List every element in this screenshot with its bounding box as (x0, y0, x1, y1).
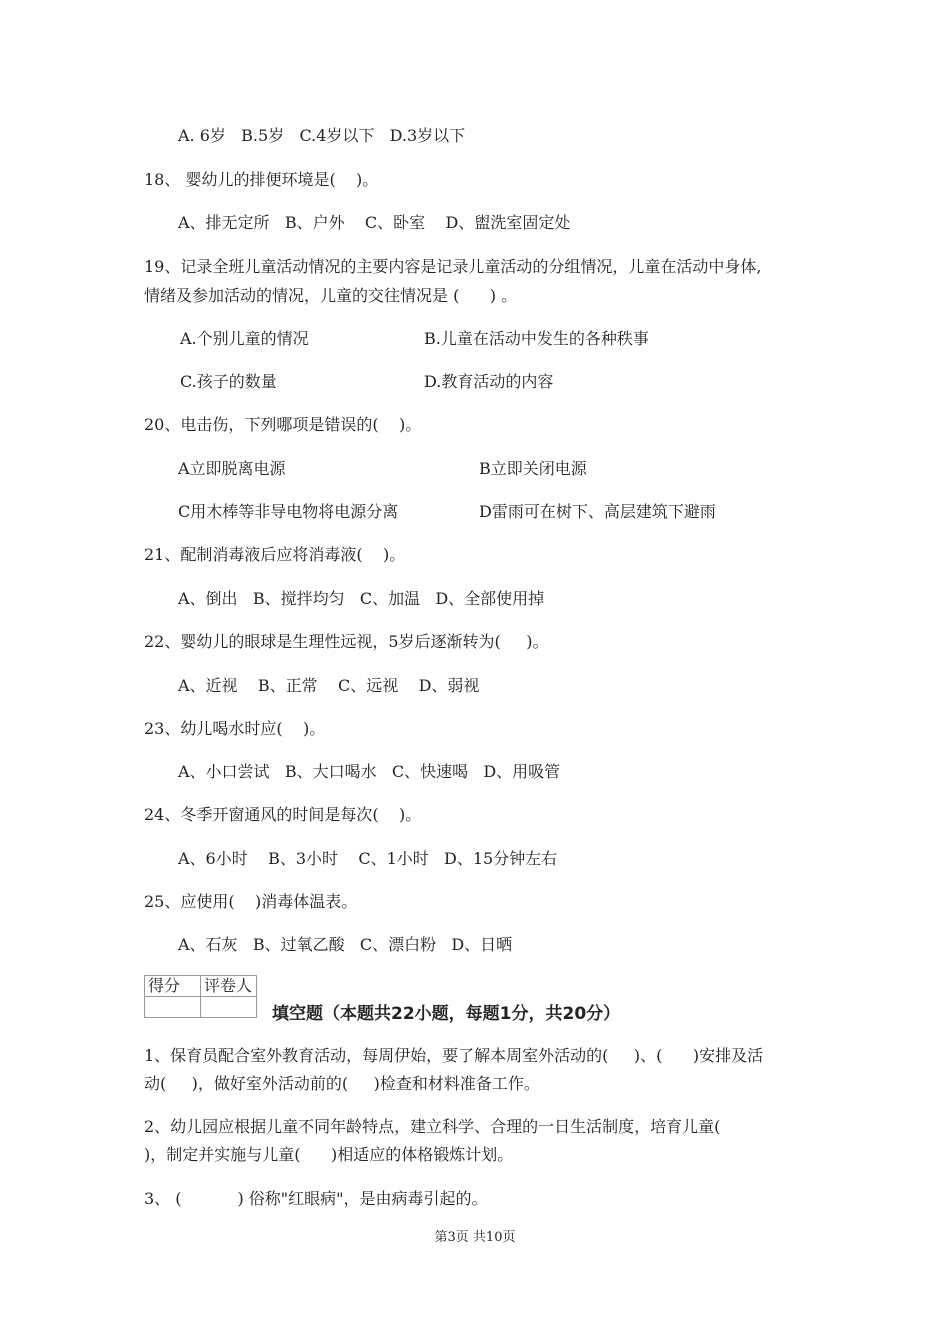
question-19-stem-line1: 19、记录全班儿童活动情况的主要内容是记录儿童活动的分组情况，儿童在活动中身体, (144, 257, 762, 276)
question-20-option-c: C用木棒等非导电物将电源分离 (178, 502, 399, 521)
fill-1-line2: 动( )，做好室外活动前的( )检查和材料准备工作。 (144, 1074, 540, 1093)
grader-label: 评卷人 (201, 976, 257, 997)
question-19-option-c: C.孩子的数量 (180, 372, 277, 391)
question-20-option-a: A立即脱离电源 (178, 459, 286, 478)
question-21-stem: 21、配制消毒液后应将消毒液( )。 (144, 545, 406, 564)
question-25-stem: 25、应使用( )消毒体温表。 (144, 892, 358, 911)
question-18-options: A、排无定所 B、户外 C、卧室 D、盥洗室固定处 (178, 213, 571, 232)
question-25-options: A、石灰 B、过氧乙酸 C、漂白粉 D、日晒 (178, 935, 513, 954)
question-19-option-b: B.儿童在活动中发生的各种秩事 (424, 329, 649, 348)
fill-2-line2: )，制定并实施与儿童( )相适应的体格锻炼计划。 (144, 1145, 514, 1164)
question-19-option-a: A.个别儿童的情况 (180, 329, 309, 348)
question-20-option-d: D雷雨可在树下、高层建筑下避雨 (479, 502, 716, 521)
score-label: 得分 (145, 976, 201, 997)
question-19-option-d: D.教育活动的内容 (424, 372, 554, 391)
fill-1-line1: 1、保育员配合室外教育活动，每周伊始，要了解本周室外活动的( )、( )安排及活 (144, 1046, 764, 1065)
question-17-options: A. 6岁 B.5岁 C.4岁以下 D.3岁以下 (178, 126, 466, 145)
question-22-stem: 22、婴幼儿的眼球是生理性远视，5岁后逐渐转为( )。 (144, 632, 549, 651)
question-19-stem-line2: 情绪及参加活动的情况，儿童的交往情况是 ( ) 。 (144, 286, 518, 305)
question-20-stem: 20、电击伤，下列哪项是错误的( )。 (144, 415, 422, 434)
grader-cell (201, 997, 257, 1018)
question-21-options: A、倒出 B、搅拌均匀 C、加温 D、全部使用掉 (178, 589, 545, 608)
score-cell (145, 997, 201, 1018)
fill-2-line1: 2、幼儿园应根据儿童不同年龄特点，建立科学、合理的一日生活制度，培育儿童( (144, 1117, 721, 1136)
question-23-options: A、小口尝试 B、大口喝水 C、快速喝 D、用吸管 (178, 762, 561, 781)
question-24-options: A、6小时 B、3小时 C、1小时 D、15分钟左右 (178, 849, 558, 868)
question-23-stem: 23、幼儿喝水时应( )。 (144, 719, 326, 738)
question-20-option-b: B立即关闭电源 (479, 459, 587, 478)
question-24-stem: 24、冬季开窗通风的时间是每次( )。 (144, 805, 422, 824)
page-footer: 第3页 共10页 (434, 1230, 516, 1245)
question-22-options: A、近视 B、正常 C、远视 D、弱视 (178, 676, 480, 695)
fill-3-line1: 3、 ( ) 俗称"红眼病"，是由病毒引起的。 (144, 1189, 488, 1208)
question-18-stem: 18、 婴幼儿的排便环境是( )。 (144, 170, 379, 189)
section-title: 填空题（本题共22小题，每题1分，共20分） (272, 1004, 621, 1024)
score-box (144, 975, 257, 1018)
